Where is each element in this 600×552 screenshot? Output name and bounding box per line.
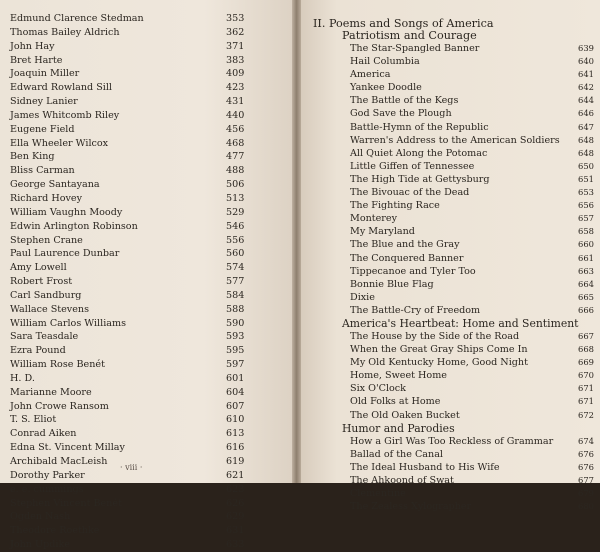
page-number: 456 (226, 123, 245, 135)
list-item (10, 178, 250, 192)
page-number: 657 (578, 213, 594, 224)
poet-name: Robert Frost (10, 276, 73, 288)
page-number: 623 (226, 483, 245, 495)
list-item (10, 330, 250, 344)
list-item (313, 343, 595, 356)
list-item (10, 137, 250, 151)
page-number: 646 (578, 108, 594, 119)
poem-title: God Save the Plough (350, 108, 452, 120)
list-item (10, 372, 250, 386)
poem-title: Six O'Clock (350, 383, 406, 395)
book-gutter (292, 0, 301, 483)
page-number: 631 (226, 525, 245, 537)
poet-name: Paul Laurence Dunbar (10, 248, 120, 260)
poem-title: Dixie (350, 291, 375, 303)
poet-name: Ezra Pound (10, 345, 66, 357)
list-item (313, 121, 595, 134)
list-item (10, 275, 250, 289)
poet-name: William Vaughn Moody (10, 206, 123, 218)
page-number: 668 (578, 344, 594, 355)
list-item (10, 483, 250, 497)
list-item (10, 150, 250, 164)
page-number: 626 (226, 497, 245, 509)
page-number: 658 (578, 226, 594, 237)
page-number: 619 (226, 456, 245, 467)
page-number: 440 (226, 109, 245, 121)
list-item (10, 54, 250, 68)
poem-title: The Fighting Race (350, 200, 440, 212)
poem-title: When the Great Gray Ships Come In (350, 344, 528, 356)
list-item (313, 409, 595, 422)
poet-name: Conrad Aiken (10, 428, 77, 440)
poet-name: James Whitcomb Riley (10, 109, 120, 121)
page-number: 676 (578, 448, 594, 459)
list-item (10, 497, 250, 511)
page-number: 680 (578, 501, 594, 512)
list-item (10, 95, 250, 109)
list-item (10, 220, 250, 234)
list-item (313, 212, 595, 225)
poet-name: George Santayana (10, 179, 100, 191)
page-number: 607 (226, 400, 245, 412)
poem-title: The Blue and the Gray (350, 239, 460, 251)
page-number: 650 (578, 160, 594, 171)
poet-name: John Crowe Ransom (10, 400, 109, 412)
list-item (313, 487, 595, 500)
list-item (10, 303, 250, 317)
poem-title: The Star-Spangled Banner (350, 43, 480, 54)
page-number: 639 (578, 43, 594, 53)
page-number: 584 (226, 289, 245, 301)
poem-title: Yankee Doodle (350, 82, 422, 94)
poet-name: e. e. cummings (10, 483, 84, 495)
poet-name: Theodore Roethke (10, 525, 100, 537)
list-item (313, 199, 595, 212)
poet-name: Ben King (10, 151, 55, 163)
poem-title: My Old Kentucky Home, Good Night (350, 357, 528, 369)
poem-title: Hail Columbia (350, 56, 420, 68)
page-number: 610 (226, 414, 245, 426)
list-item (10, 510, 250, 524)
page-number: 653 (578, 187, 594, 198)
list-item (10, 40, 250, 54)
page-number: 529 (226, 206, 245, 218)
page-number: 670 (578, 370, 594, 381)
list-item (313, 448, 595, 461)
section-title: Patriotism and Courage (342, 29, 477, 42)
poem-title: Monterey (350, 213, 397, 225)
poet-name: William Carlos Williams (10, 317, 127, 329)
list-item (10, 524, 250, 538)
list-item (10, 164, 250, 178)
page-number: 513 (226, 192, 245, 204)
poet-name: Stephen Crane (10, 234, 83, 246)
page-number: 546 (226, 220, 245, 232)
poet-name: Wallace Stevens (10, 303, 90, 315)
poem-title: Ballad of the Canal (350, 448, 443, 460)
list-item (313, 369, 595, 382)
poem-title: Battle-Hymn of the Republic (350, 121, 489, 133)
page-number: 409 (226, 68, 245, 80)
list-item (313, 461, 595, 474)
song-index (313, 18, 595, 513)
page-number: 648 (578, 147, 594, 158)
poet-name: Richard Hovey (10, 192, 82, 204)
poem-title: Old Folks at Home (350, 396, 441, 408)
list-item (10, 26, 250, 40)
list-item (313, 186, 595, 199)
page-number: 588 (226, 303, 245, 315)
poet-name: Joaquin Miller (10, 68, 80, 80)
page-number: 477 (226, 151, 245, 163)
page-number: 642 (578, 82, 594, 93)
poet-name: Sara Teasdale (10, 331, 79, 343)
poet-name: Edward Rowland Sill (10, 82, 112, 94)
list-item (313, 304, 595, 317)
poet-name: Dorothy Parker (10, 469, 85, 481)
page-number: 660 (578, 239, 594, 250)
poet-name: William Rose Benét (10, 359, 105, 371)
page-number: 616 (226, 442, 245, 454)
poem-title: Clementine (350, 488, 406, 499)
page-number: 431 (226, 96, 245, 108)
poet-name: Stephen Vincent Benét (10, 497, 122, 509)
list-item (10, 441, 250, 455)
poem-title: The Ideal Husband to His Wife (350, 461, 500, 473)
poem-title: Bonnie Blue Flag (350, 278, 434, 290)
list-item (10, 261, 250, 275)
list-item (313, 173, 595, 186)
page-number: 556 (226, 234, 245, 246)
page-number: 648 (578, 134, 594, 145)
section-title: Humor and Parodies (342, 421, 455, 435)
list-item (313, 356, 595, 369)
page-number: 665 (578, 291, 594, 302)
page-number: 604 (226, 386, 245, 398)
list-item (313, 42, 595, 55)
list-item (313, 160, 595, 173)
page-number: 621 (226, 469, 245, 481)
list-item (313, 107, 595, 120)
list-item (10, 413, 250, 427)
poet-name: John Hay (10, 40, 55, 52)
right-page (301, 0, 600, 513)
list-item (313, 55, 595, 68)
list-item (10, 289, 250, 303)
poet-name: John Updike (10, 539, 70, 551)
poem-title: The Bivouac of the Dead (350, 187, 470, 199)
poet-name: Marianne Moore (10, 386, 92, 398)
page-number: 488 (226, 165, 245, 177)
page-number: 651 (578, 173, 594, 184)
left-page (0, 0, 292, 551)
poem-title: The House by the Side of the Road (350, 330, 520, 342)
page-number: 641 (578, 69, 594, 80)
page-number: 661 (578, 252, 594, 263)
page-number: 671 (578, 396, 594, 407)
page-number: 669 (578, 357, 594, 368)
poem-title: The Conquered Banner (350, 252, 464, 264)
list-item (313, 81, 595, 94)
poet-name: T. S. Eliot (10, 414, 57, 426)
list-item (10, 400, 250, 414)
list-item (10, 358, 250, 372)
poem-title: Tippecanoe and Tyler Too (350, 265, 476, 277)
poem-title: The Zealess Xylographer (350, 501, 472, 513)
part-title: II. Poems and Songs of America (313, 17, 494, 30)
page-number: 597 (226, 359, 245, 371)
page-number: 672 (578, 409, 594, 420)
page-number: 560 (226, 248, 245, 260)
poem-title: Home, Sweet Home (350, 370, 447, 382)
list-item (313, 382, 595, 395)
poem-title: How a Girl Was Too Reckless of Grammar (350, 435, 554, 447)
list-item (313, 252, 595, 265)
poet-name: Sidney Lanier (10, 96, 78, 108)
page-number: 633 (226, 539, 245, 551)
poet-name: Amy Lowell (10, 262, 67, 274)
page-number: 574 (226, 262, 245, 274)
poet-name: Thomas Bailey Aldrich (10, 26, 120, 38)
list-item (10, 192, 250, 206)
list-item (313, 291, 595, 304)
list-item (313, 435, 595, 448)
page-number: 679 (578, 488, 594, 498)
page-number: 671 (578, 383, 594, 394)
poem-title: The Ahkoond of Swat (350, 474, 454, 486)
page-number: 577 (226, 276, 245, 288)
folio-page-number: · viii · (120, 463, 143, 472)
list-item (313, 500, 595, 513)
page-number: 601 (226, 372, 245, 384)
page-number: 640 (578, 56, 594, 67)
page-number: 647 (578, 121, 594, 132)
page-number: 674 (578, 435, 594, 446)
list-item (313, 94, 595, 107)
list-item (313, 238, 595, 251)
list-item (313, 278, 595, 291)
poet-name: Edmund Clarence Stedman (10, 13, 144, 24)
list-item (10, 67, 250, 81)
page-number: 677 (578, 474, 594, 485)
poet-name: Ella Wheeler Wilcox (10, 137, 109, 149)
page-number: 676 (578, 461, 594, 472)
poem-title: The Battle-Cry of Freedom (350, 304, 481, 316)
page-number: 666 (578, 304, 594, 315)
list-item (10, 344, 250, 358)
list-item (10, 81, 250, 95)
poet-name: Ogden Nash (10, 511, 71, 523)
poem-title: America (350, 69, 391, 81)
poet-name: Edwin Arlington Robinson (10, 220, 138, 232)
section-title: America's Heartbeat: Home and Sentiment (342, 316, 579, 330)
list-item (10, 206, 250, 220)
page-number: 663 (578, 265, 594, 276)
list-item (10, 234, 250, 248)
page-number: 593 (226, 331, 245, 343)
list-item (10, 386, 250, 400)
poem-title: All Quiet Along the Potomac (350, 147, 488, 159)
poem-title: My Maryland (350, 226, 415, 238)
page-number: 595 (226, 345, 245, 357)
page-number: 656 (578, 200, 594, 211)
list-item (10, 427, 250, 441)
list-item (313, 330, 595, 343)
page-number: 644 (578, 95, 594, 106)
page-number: 362 (226, 26, 245, 38)
poet-name: Eugene Field (10, 123, 75, 135)
poem-title: Warren's Address to the American Soldiers (350, 134, 560, 146)
list-item (10, 109, 250, 123)
poem-title: The Battle of the Kegs (350, 95, 459, 107)
page-number: 629 (226, 511, 245, 523)
poem-title: The High Tide at Gettysburg (350, 173, 490, 185)
list-item (10, 12, 250, 26)
list-item (10, 247, 250, 261)
poem-title: Little Giffen of Tennessee (350, 160, 475, 172)
list-item (10, 538, 250, 552)
poet-name: Bliss Carman (10, 165, 75, 177)
list-item (313, 225, 595, 238)
poet-name: H. D. (10, 372, 35, 384)
list-item (10, 123, 250, 137)
poet-name: Bret Harte (10, 54, 63, 66)
page-number: 664 (578, 278, 594, 289)
list-item (313, 265, 595, 278)
page-number: 423 (226, 82, 245, 94)
list-item (313, 134, 595, 147)
list-item (313, 147, 595, 160)
poet-name: Carl Sandburg (10, 289, 82, 301)
poet-name: Archibald MacLeish (10, 456, 108, 467)
page-number: 506 (226, 179, 245, 191)
page-number: 353 (226, 13, 245, 24)
page-number: 468 (226, 137, 245, 149)
list-item (313, 395, 595, 408)
page-number: 613 (226, 428, 245, 440)
list-item (313, 68, 595, 81)
page-number: 371 (226, 40, 245, 52)
page-number: 383 (226, 54, 245, 66)
poet-name: Edna St. Vincent Millay (10, 442, 125, 454)
page-number: 667 (578, 330, 594, 341)
poem-title: The Old Oaken Bucket (350, 409, 460, 421)
page-number: 590 (226, 317, 245, 329)
list-item (10, 317, 250, 331)
list-item (313, 474, 595, 487)
